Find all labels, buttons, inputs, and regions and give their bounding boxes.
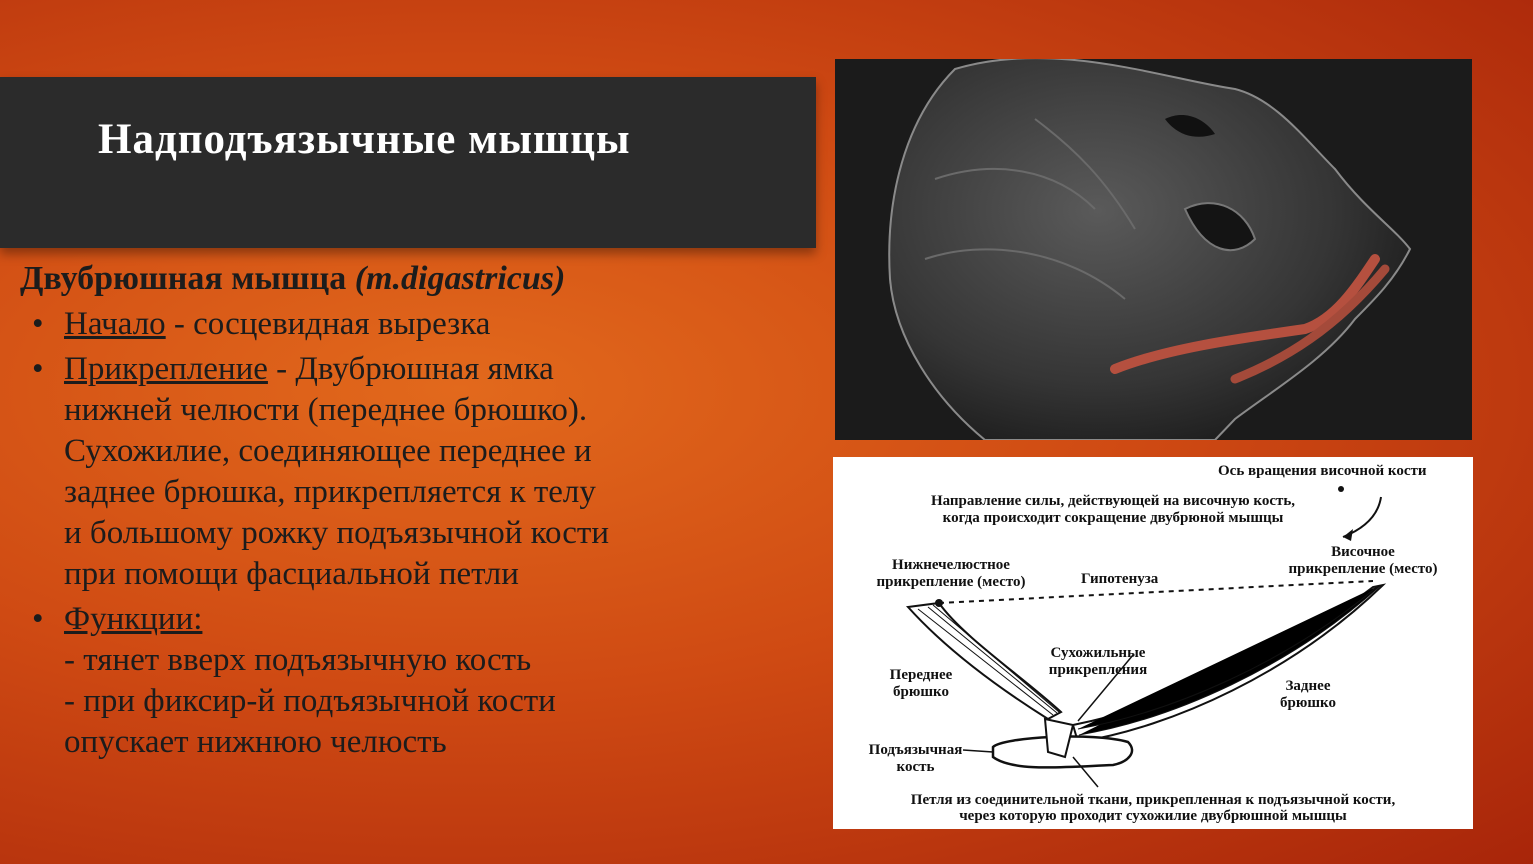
functions-line: - при фиксир-й подъязычной кости: [64, 683, 556, 719]
insertion-line: и большому рожку подъязычной кости: [64, 515, 610, 551]
hyoid-label-2: кость: [896, 759, 935, 775]
anterior-label-1: Переднее: [889, 667, 953, 683]
bullet-dot: •: [32, 351, 44, 387]
temporal-label-2: прикрепление (место): [1288, 561, 1438, 577]
loop-label-2: через которую проходит сухожилие двубрюшной мышцы: [959, 808, 1347, 824]
force-label-2: когда происходит сокращение двубрюной мышцы: [942, 510, 1284, 526]
anatomy-render-image: [835, 59, 1472, 440]
anterior-label-2: брюшко: [893, 684, 949, 700]
functions-term: Функции:: [64, 601, 203, 637]
insertion-line: Сухожилие, соединяющее переднее и: [64, 433, 592, 469]
subtitle-text: Двубрюшная мышца: [20, 260, 355, 297]
bullet-insertion: [20, 349, 800, 595]
text-content: [20, 258, 800, 763]
tendon-label-1: Сухожильные: [1050, 645, 1146, 661]
force-label-1: Направление силы, действующей на височную кость,: [930, 493, 1296, 509]
bullet-list: [20, 304, 800, 763]
bullet-origin: [20, 304, 800, 345]
insertion-line: нижней челюсти (переднее брюшко).: [64, 392, 588, 428]
mandible-label-2: прикрепление (место): [876, 574, 1026, 590]
functions-line: - тянет вверх подъязычную кость: [64, 642, 532, 678]
origin-term: Начало: [64, 306, 166, 342]
title-bar: [0, 77, 816, 248]
digastric-mechanics-diagram: [833, 457, 1473, 829]
insertion-term: Прикрепление: [64, 351, 268, 387]
insertion-line: заднее брюшка, прикрепляется к телу: [64, 474, 596, 510]
insertion-line: при помощи фасциальной петли: [64, 556, 519, 592]
posterior-label-1: Заднее: [1285, 678, 1331, 694]
tendon-label-2: прикрепления: [1048, 662, 1148, 678]
mandible-label-1: Нижнечелюстное: [892, 557, 1010, 573]
slide-title: Надподъязычные мышцы: [98, 116, 631, 163]
hypotenuse-label: Гипотенуза: [1081, 571, 1159, 587]
head-muscle-illustration: [835, 59, 1472, 440]
bullet-functions: [20, 599, 800, 763]
axis-label: Ось вращения височной кости: [1218, 463, 1427, 479]
muscle-subtitle: [20, 258, 800, 300]
bullet-dot: •: [32, 601, 44, 637]
subtitle-latin: (m.digastricus): [354, 260, 566, 297]
hyoid-label-1: Подъязычная: [868, 742, 963, 758]
bullet-dot: •: [32, 306, 44, 342]
functions-line: опускает нижнюю челюсть: [64, 724, 447, 760]
temporal-label-1: Височное: [1331, 544, 1395, 560]
insertion-line: - Двубрюшная ямка: [267, 351, 554, 387]
origin-text: - сосцевидная вырезка: [165, 306, 491, 342]
loop-label-1: Петля из соединительной ткани, прикрепленная к подъязычной кости,: [910, 792, 1396, 808]
posterior-label-2: брюшко: [1280, 695, 1336, 711]
